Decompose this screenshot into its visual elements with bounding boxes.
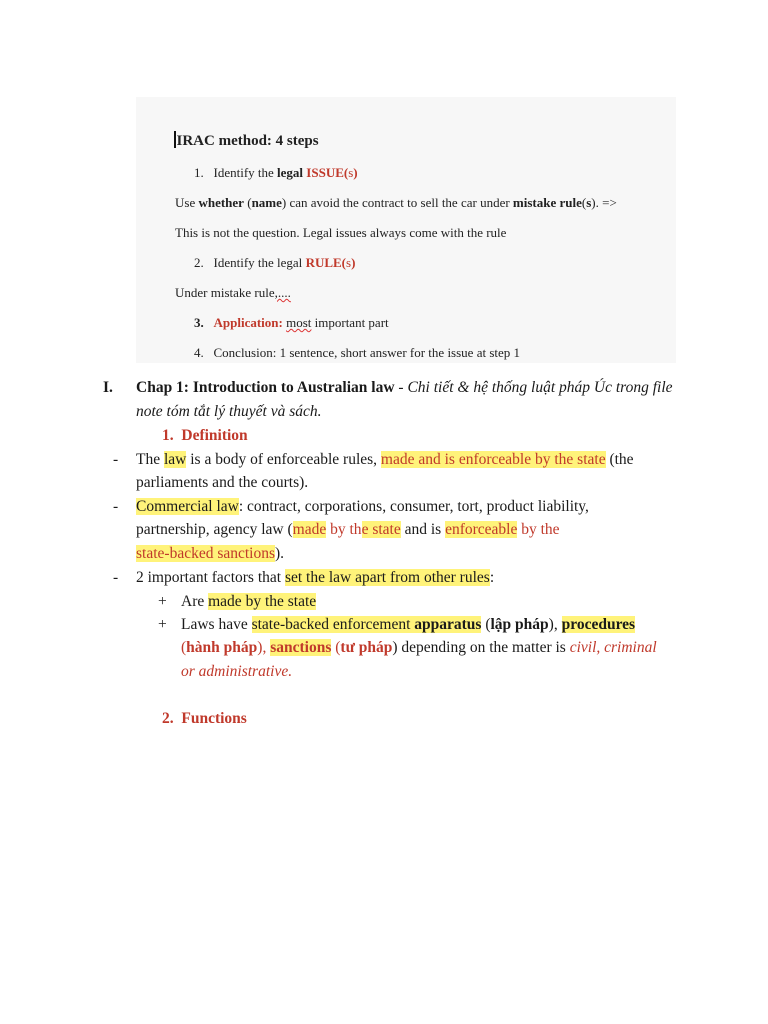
sub2-line2: (hành pháp), sanctions (tư pháp) depending on the matter is civil, criminal xyxy=(181,639,657,656)
sub-bullet-plus: + xyxy=(158,593,167,610)
bullet2-line3: state-backed sanctions). xyxy=(136,545,285,562)
definition-heading: 1. Definition xyxy=(162,427,248,444)
chapter-note-line2: note tóm tắt lý thuyết và sách. xyxy=(136,403,322,420)
functions-heading: 2. Functions xyxy=(162,710,247,727)
bullet2-line1: Commercial law: contract, corporations, consumer, tort, product liability, xyxy=(136,498,589,515)
bullet2-line2: partnership, agency law (made by the state and is enforceable by the xyxy=(136,521,560,538)
irac-title: IRAC method: 4 steps xyxy=(174,131,319,150)
bullet-dash: - xyxy=(113,569,119,586)
sub2-line1: Laws have state-backed enforcement apparatus (lập pháp), procedures xyxy=(181,616,636,633)
bullet-dash: - xyxy=(113,498,119,515)
irac-under-line: Under mistake rule,.... xyxy=(175,285,291,300)
irac-step-2: 2. Identify the legal RULE(s) xyxy=(194,255,356,270)
chapter-heading: Chap 1: Introduction to Australian law - Chi tiết & hệ thống luật pháp Úc trong file xyxy=(136,379,673,396)
bullet1-line1: The law is a body of enforceable rules, made and is enforceable by the state (the xyxy=(136,451,634,468)
sub1-line: Are made by the state xyxy=(181,593,317,610)
text-cursor xyxy=(174,131,176,148)
irac-not-question: This is not the question. Legal issues always come with the rule xyxy=(175,225,507,240)
irac-step-1: 1. Identify the legal ISSUE(s) xyxy=(194,165,358,180)
sub-bullet-plus: + xyxy=(158,616,167,633)
bullet1-line2: parliaments and the courts). xyxy=(136,474,309,491)
bullet-dash: - xyxy=(113,451,119,468)
irac-step-4: 4. Conclusion: 1 sentence, short answer for the issue at step 1 xyxy=(194,345,521,360)
bullet3-line: 2 important factors that set the law apart from other rules: xyxy=(136,569,495,586)
irac-use-line: Use whether (name) can avoid the contract to sell the car under mistake rule(s). => xyxy=(175,195,617,210)
sub2-line3: or administrative. xyxy=(181,663,293,680)
chapter-roman: I. xyxy=(103,379,113,396)
irac-image-block xyxy=(136,97,676,363)
irac-step-3: 3. Application: most important part xyxy=(194,315,389,330)
